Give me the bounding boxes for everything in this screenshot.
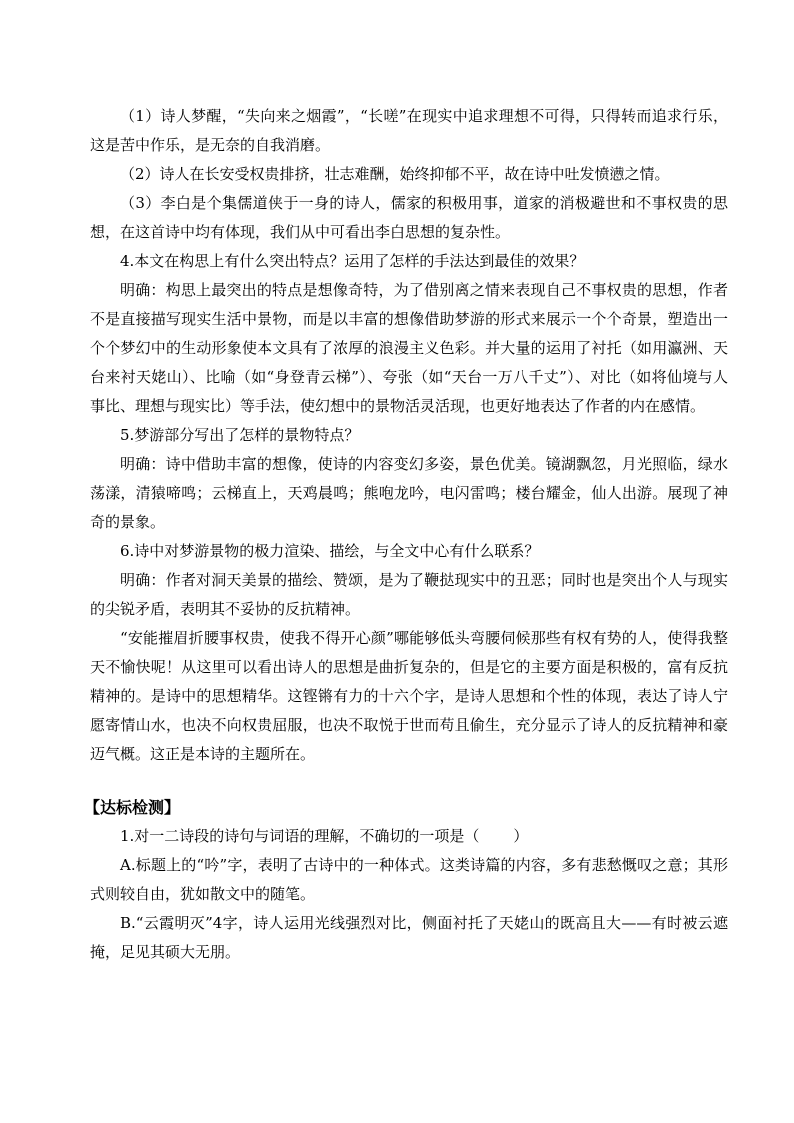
document-page [84,102,728,967]
answer-4: 明确：构思上最突出的特点是想像奇特，为了借别离之情来表现自己不事权贵的思想，作者不是直接描写现实生活中景物，而是以丰富的想像借助梦游的形式来展示一个个奇景，塑造出一个个梦幻中的生动形象使本文具有了浓厚的浪漫主义色彩。并大量的运用了衬托（如用瀛洲、天台来衬天姥山）、比喻（如“身登青云梯”）、夸张（如“天台一万八千丈”）、对比（如将仙境与人事比、理想与现实比）等手法，使幻想中的景物活灵活现，也更好地表达了作者的内在感情。 [90,281,728,415]
option-b: B.“云霞明灭”4字，诗人运用光线强烈对比，侧面衬托了天姥山的既高且大——有时被云遮掩，足见其硕大无朋。 [90,914,728,961]
option-a: A.标题上的“吟”字，表明了古诗中的一种体式。这类诗篇的内容，多有悲愁慨叹之意；其形式则较自由，犹如散文中的随笔。 [90,856,728,903]
test-question-1 [90,822,728,851]
paragraph-point-1: （1）诗人梦醒，“失向来之烟霞”，“长嗟”在现实中追求理想不可得，只得转而追求行乐，这是苦中作乐，是无奈的自我消磨。 [90,107,728,154]
answer-5: 明确：诗中借助丰富的想像，使诗的内容变幻多姿，景色优美。镜湖飘忽，月光照临，绿水荡漾，清猿啼鸣；云梯直上，天鸡晨鸣；熊咆龙吟，电闪雷鸣；楼台耀金，仙人出游。展现了神奇的景象。 [90,455,728,531]
question-5: 5.梦游部分写出了怎样的景物特点？ [120,426,360,444]
section-heading: 【达标检测】 [84,798,181,817]
question-stem: 1.对一二诗段的诗句与词语的理解，不确切的一项是（ [120,827,480,845]
question-close-paren: ） [513,827,529,845]
paragraph-point-2: （2）诗人在长安受权贵排挤，壮志难酬，始终抑郁不平，故在诗中吐发愤懑之情。 [120,165,670,183]
paragraph-point-3: （3）李白是个集儒道侠于一身的诗人，儒家的积极用事，道家的消极避世和不事权贵的思想，在这首诗中均有体现，我们从中可看出李白思想的复杂性。 [90,194,728,241]
question-4: 4.本文在构思上有什么突出特点？运用了怎样的手法达到最佳的效果？ [120,252,585,270]
question-6: 6.诗中对梦游景物的极力渲染、描绘，与全文中心有什么联系？ [120,542,540,560]
theme-paragraph: “安能摧眉折腰事权贵，使我不得开心颜”哪能够低头弯腰伺候那些有权有势的人，使得我整天不愉快呢！从这里可以看出诗人的思想是曲折复杂的，但是它的主要方面是积极的，富有反抗精神的。是诗中的思想精华。这铿锵有力的十六个字，是诗人思想和个性的体现，表达了诗人宁愿寄情山水，也决不向权贵屈服，也决不取悦于世而苟且偷生，充分显示了诗人的反抗精神和豪迈气概。这正是本诗的主题所在。 [90,629,728,763]
answer-6: 明确：作者对洞天美景的描绘、赞颂，是为了鞭挞现实中的丑恶；同时也是突出个人与现实的尖锐矛盾，表明其不妥协的反抗精神。 [90,571,728,618]
